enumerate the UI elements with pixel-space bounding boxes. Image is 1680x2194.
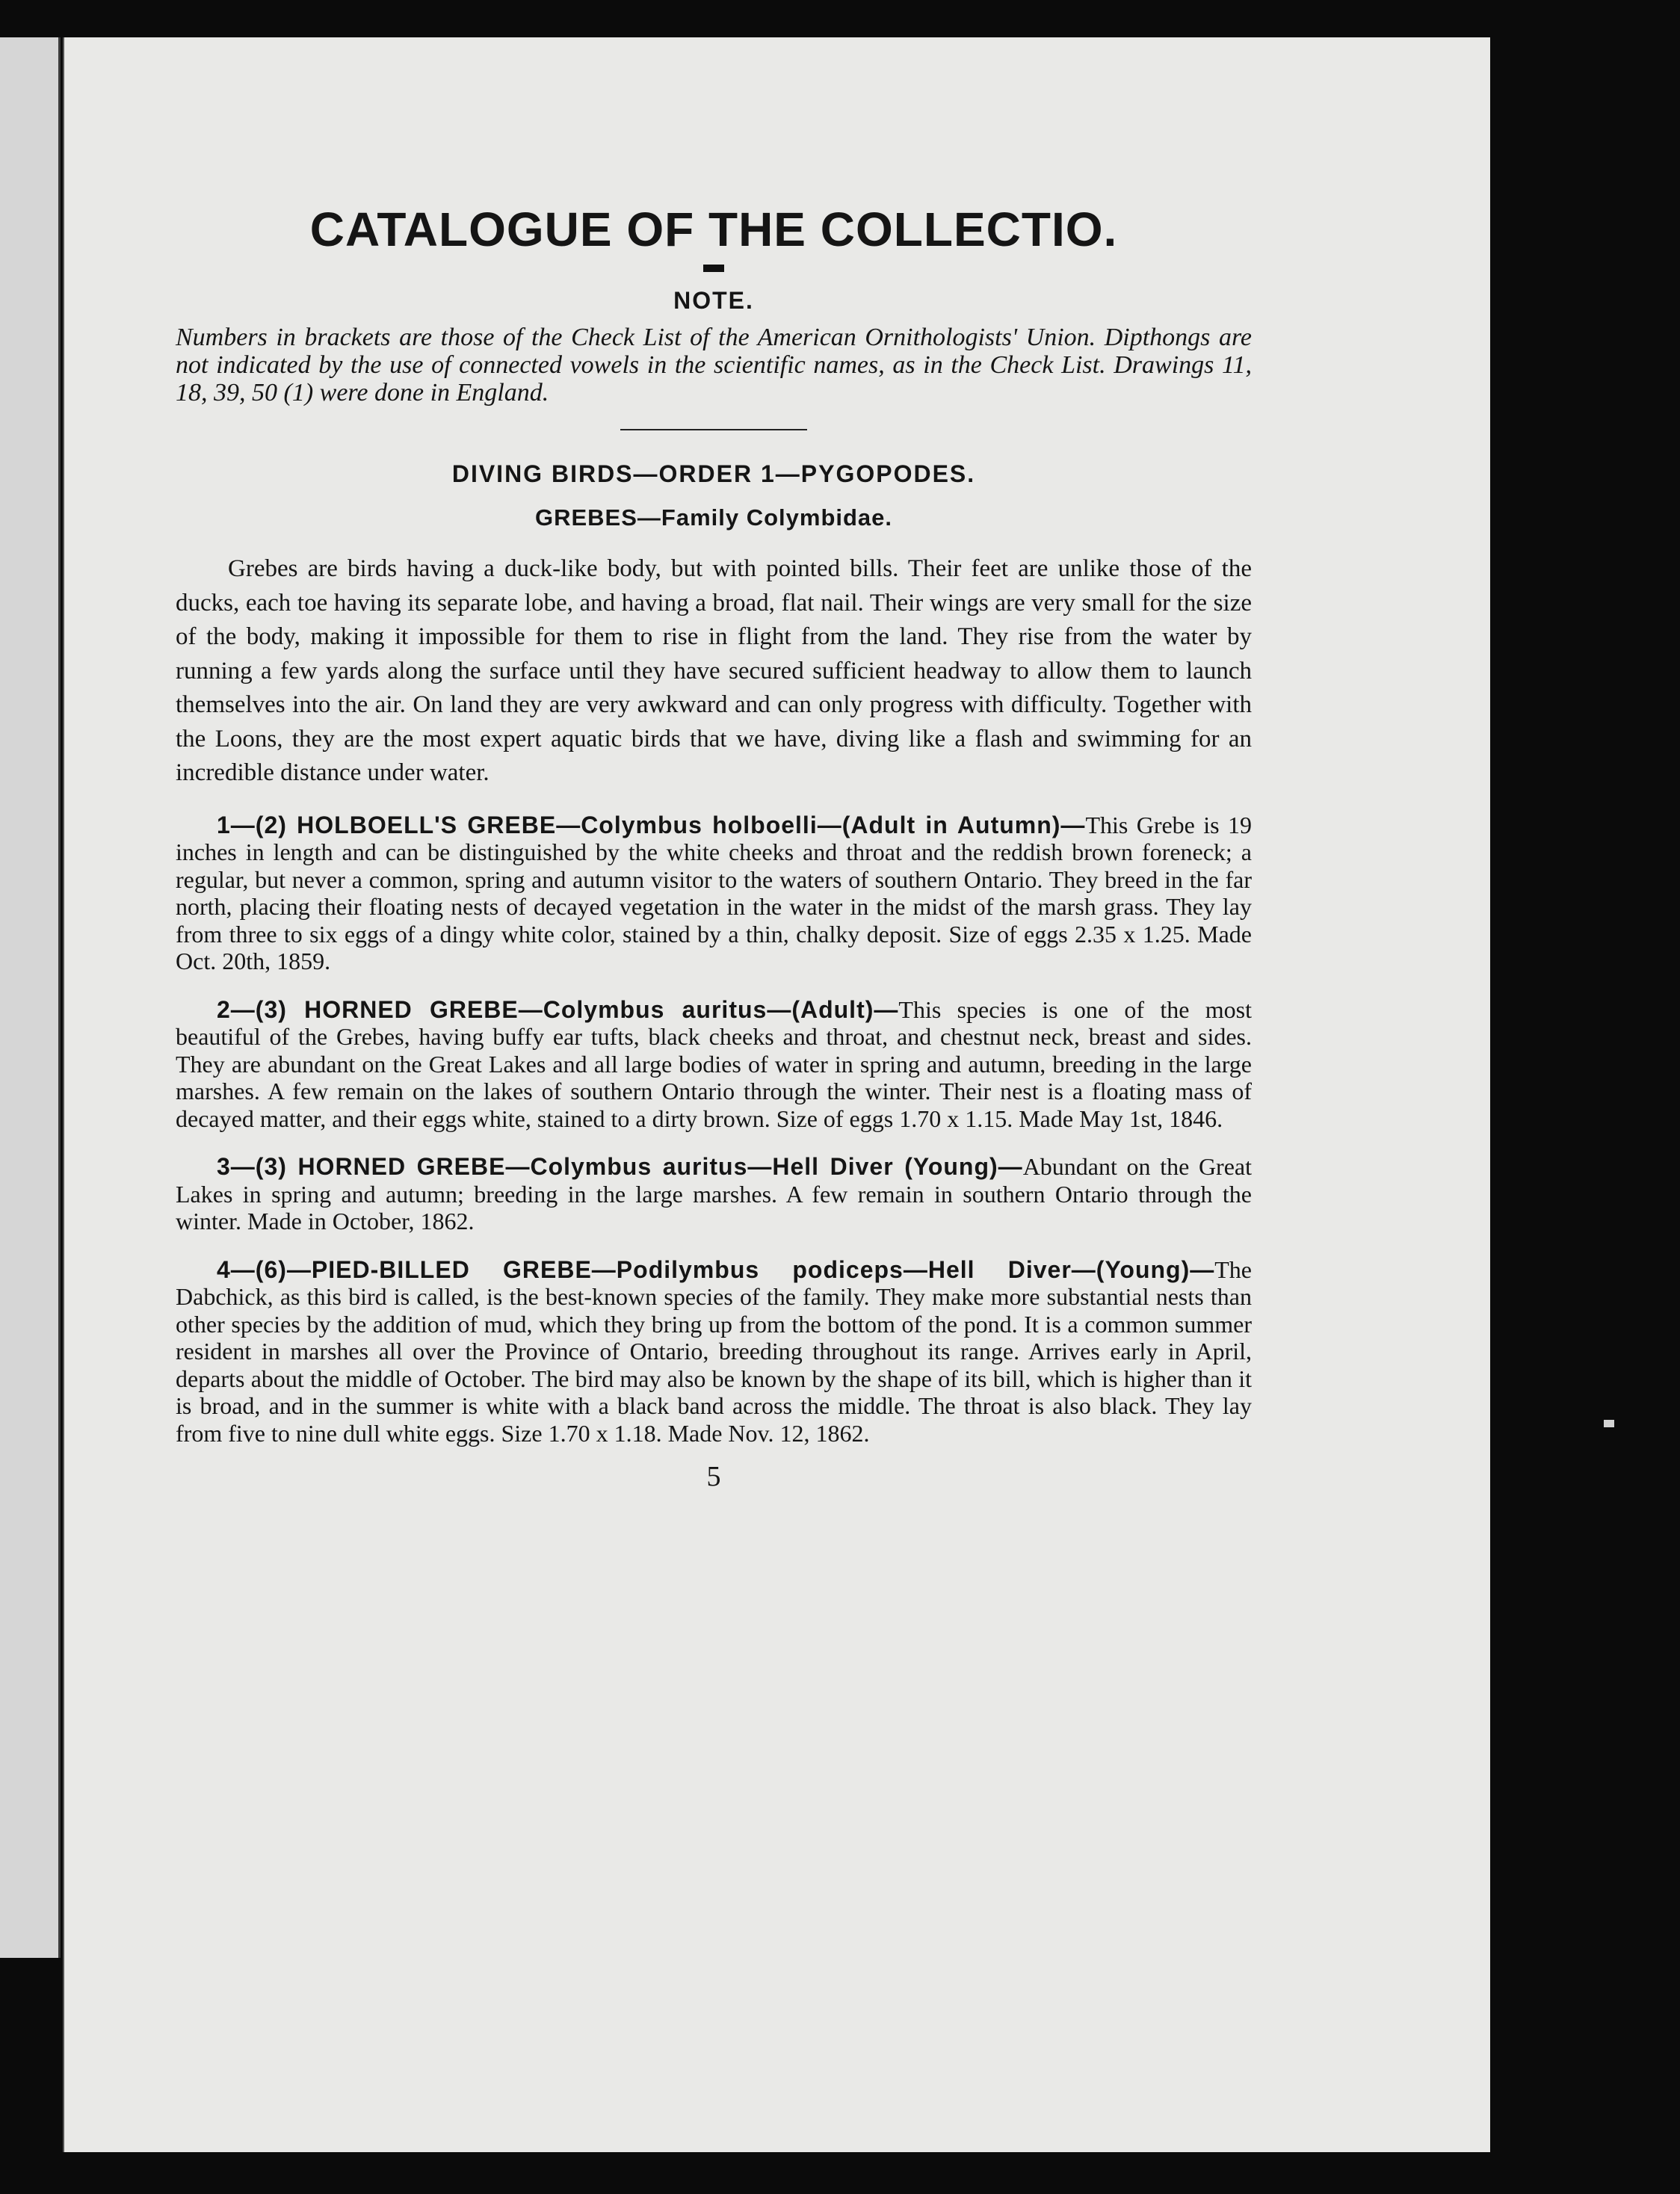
note-text: Numbers in brackets are those of the Check List of the American Ornithologists' Union. Dipthongs are not indicated by the use of connected vowels in the scientific names, as in the Check List. Drawings 11, 18, 39, 50 (1) were done in England.	[176, 324, 1252, 407]
entry-text: The Dabchick, as this bird is called, is the best-known species of the family. They make more substantial nests than other species by the addition of mud, which they bring up from the bottom of the pond. It is a common summer resident in marshes all over the Province of Ontario, breeding throughout its range. Arrives early in April, departs about the middle of October. The bird may also be known by the shape of its bill, which is higher than it is broad, and in the summer is white with a black band across the middle. The throat is also black. They lay from five to nine dull white eggs. Size 1.70 x 1.18. Made Nov. 12, 1862.	[176, 1255, 1252, 1447]
entry-heading: 1—(2) HOLBOELL'S GREBE—Colymbus holboelli—(Adult in Autumn)—	[217, 811, 1086, 838]
note-heading: NOTE.	[673, 287, 754, 314]
order-heading: DIVING BIRDS—ORDER 1—PYGOPODES.	[451, 460, 976, 487]
catalogue-entry	[176, 1256, 1252, 1447]
family-heading: GREBES—Family Colymbidae.	[534, 504, 893, 531]
page-number: 5	[706, 1461, 721, 1492]
entry-text: Abundant on the Great Lakes in spring and autumn; breeding in the large marshes. A few remain in southern Ontario through the winter. Made in October, 1862.	[176, 1153, 1253, 1234]
page-title: CATALOGUE OF THE COLLECTIO.	[309, 203, 1118, 256]
catalogue-entry	[176, 1153, 1252, 1235]
adjacent-page-edge	[0, 37, 61, 1958]
entry-text: This Grebe is 19 inches in length and can be distinguished by the white cheeks and throat and the reddish brown foreneck; a regular, but never a common, spring and autumn visitor to the waters of southern Ontario. They breed in the far north, placing their floating nests of decayed vegetation in the water in the midst of the marsh grass. They lay from three to six eggs of a dingy white color, stained by a thin, chalky deposit. Size of eggs 2.35 x 1.25. Made Oct. 20th, 1859.	[176, 811, 1253, 974]
scan-speck	[1604, 1420, 1614, 1427]
title-ornament	[703, 265, 724, 272]
entry-heading: 4—(6)—PIED-BILLED GREBE—Podilymbus podiceps—Hell Diver—(Young)—	[217, 1255, 1215, 1283]
intro-paragraph: Grebes are birds having a duck-like body, but with pointed bills. Their feet are unlike those of the ducks, each toe having its separate lobe, and having a broad, flat nail. Their wings are very small for the size of the body, making it impossible for them to rise in flight from the land. They rise from the water by running a few yards along the surface until they have secured sufficient headway to allow them to launch themselves into the air. On land they are very awkward and can only progress with difficulty. Together with the Loons, they are the most expert aquatic birds that we have, diving like a flash and swimming for an incredible distance under water.	[176, 555, 1252, 786]
entry-heading: 3—(3) HORNED GREBE—Colymbus auritus—Hell Diver (Young)—	[217, 1153, 1023, 1180]
catalogue-entry	[176, 812, 1252, 975]
section-divider	[620, 429, 807, 430]
entry-heading: 2—(3) HORNED GREBE—Colymbus auritus—(Adult)—	[217, 995, 899, 1023]
entry-text: This species is one of the most beautiful of the Grebes, having buffy ear tufts, black cheeks and throat, and chestnut neck, breast and sides. They are abundant on the Great Lakes and all large bodies of water in spring and autumn, breeding in the large marshes. A few remain on the lakes of southern Ontario through the winter. Their nest is a floating mass of decayed matter, and their eggs white, stained to a dirty brown. Size of eggs 1.70 x 1.15. Made May 1st, 1846.	[176, 995, 1253, 1132]
catalogue-entry	[176, 996, 1252, 1133]
page-content	[176, 202, 1252, 1493]
